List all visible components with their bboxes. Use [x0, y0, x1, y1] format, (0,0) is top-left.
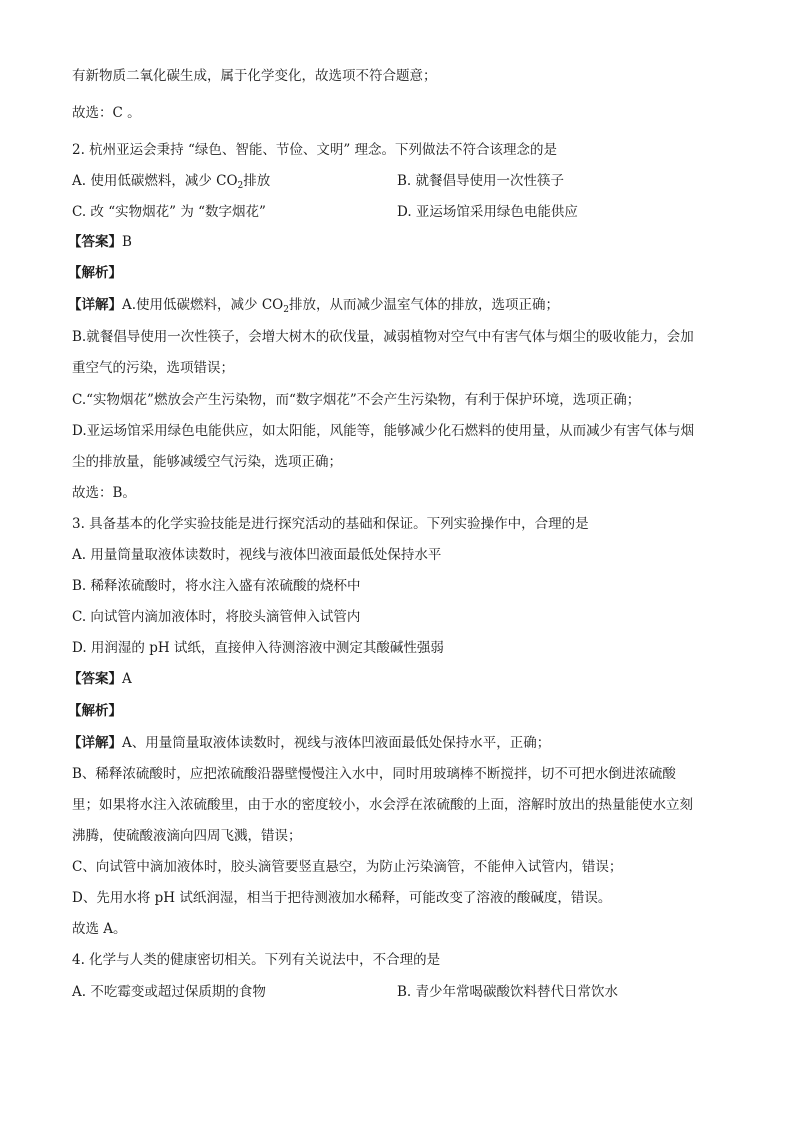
- analysis-tag: 【解析】: [68, 265, 122, 281]
- detail-tag: 【详解】: [68, 297, 122, 313]
- detail-text: A.使用低碳燃料，减少 CO: [122, 297, 284, 313]
- detail-line: [68, 733, 550, 753]
- detail-line: [68, 295, 559, 315]
- option-d: D. 亚运场馆采用绿色电能供应: [397, 204, 578, 220]
- detail-line: C.“实物烟花”燃放会产生污染物，而“数字烟花”不会产生污染物，有利于保护环境，选项正确；: [72, 392, 641, 408]
- subscript: 2: [283, 305, 289, 315]
- detail-tag: 【详解】: [68, 735, 122, 751]
- option-c: C. 改 “实物烟花” 为 “数字烟花”: [72, 204, 266, 220]
- answer-tag: 【答案】: [68, 671, 122, 687]
- text-line: 有新物质二氧化碳生成，属于化学变化，故选项不符合题意；: [72, 68, 437, 84]
- option-c: C. 向试管内滴加液体时，将胶头滴管伸入试管内: [72, 609, 361, 625]
- choose-line: 故选：B。: [72, 485, 136, 501]
- option-b: B. 就餐倡导使用一次性筷子: [397, 173, 565, 189]
- detail-line: D.亚运场馆采用绿色电能供应，如太阳能，风能等，能够减少化石燃料的使用量，从而减少有害气体与烟: [72, 423, 695, 439]
- detail-line: B.就餐倡导使用一次性筷子，会增大树木的砍伐量，减弱植物对空气中有害气体与烟尘的吸收能力，会加: [72, 329, 694, 345]
- question-stem: 3. 具备基本的化学实验技能是进行探究活动的基础和保证。下列实验操作中，合理的是: [72, 516, 589, 532]
- option-a: [72, 171, 270, 191]
- option-b: B. 稀释浓硫酸时，将水注入盛有浓硫酸的烧杯中: [72, 578, 361, 594]
- analysis-tag: 【解析】: [68, 703, 122, 719]
- detail-line: C、向试管中滴加液体时，胶头滴管要竖直悬空，为防止污染滴管，不能伸入试管内，错误；: [72, 859, 623, 875]
- subscript: 2: [237, 181, 244, 191]
- option-a: A. 不吃霉变或超过保质期的食物: [72, 984, 266, 1000]
- detail-line: 里；如果将水注入浓硫酸里，由于水的密度较小，水会浮在浓硫酸的上面，溶解时放出的热量能使水立刻: [72, 797, 693, 813]
- question-stem: 4. 化学与人类的健康密切相关。下列有关说法中，不合理的是: [72, 952, 441, 968]
- text-line: 故选：C 。: [72, 105, 141, 121]
- option-d: D. 用润湿的 pH 试纸，直接伸入待测溶液中测定其酸碱性强弱: [72, 640, 444, 656]
- answer-line: [68, 232, 132, 252]
- detail-line: 尘的排放量，能够减缓空气污染，选项正确；: [72, 454, 342, 470]
- option-a: A. 用量筒量取液体读数时，视线与液体凹液面最低处保持水平: [72, 547, 442, 563]
- option-text: A. 使用低碳燃料，减少 CO: [72, 173, 238, 189]
- detail-line: B、稀释浓硫酸时，应把浓硫酸沿器壁慢慢注入水中，同时用玻璃棒不断搅拌，切不可把水倒进浓硫酸: [72, 766, 676, 782]
- choose-line: 故选 A。: [72, 921, 127, 937]
- detail-text: 排放，从而减少温室气体的排放，选项正确；: [288, 297, 559, 313]
- answer-tag: 【答案】: [68, 234, 122, 250]
- detail-line: 沸腾，使硫酸液滴向四周飞溅，错误；: [72, 828, 302, 844]
- answer-value: B: [122, 234, 132, 250]
- detail-text: A、用量筒量取液体读数时，视线与液体凹液面最低处保持水平，正确；: [122, 735, 551, 751]
- answer-line: [68, 669, 132, 689]
- question-stem: 2. 杭州亚运会秉持 “绿色、智能、节俭、文明” 理念。下列做法不符合该理念的是: [72, 142, 558, 158]
- option-text: 排放: [243, 173, 271, 189]
- detail-line: 重空气的污染，选项错误；: [72, 360, 234, 376]
- detail-line: D、先用水将 pH 试纸润湿，相当于把待测液加水稀释，可能改变了溶液的酸碱度，错误。: [72, 890, 612, 906]
- option-b: B. 青少年常喝碳酸饮料替代日常饮水: [397, 984, 619, 1000]
- answer-value: A: [122, 671, 132, 687]
